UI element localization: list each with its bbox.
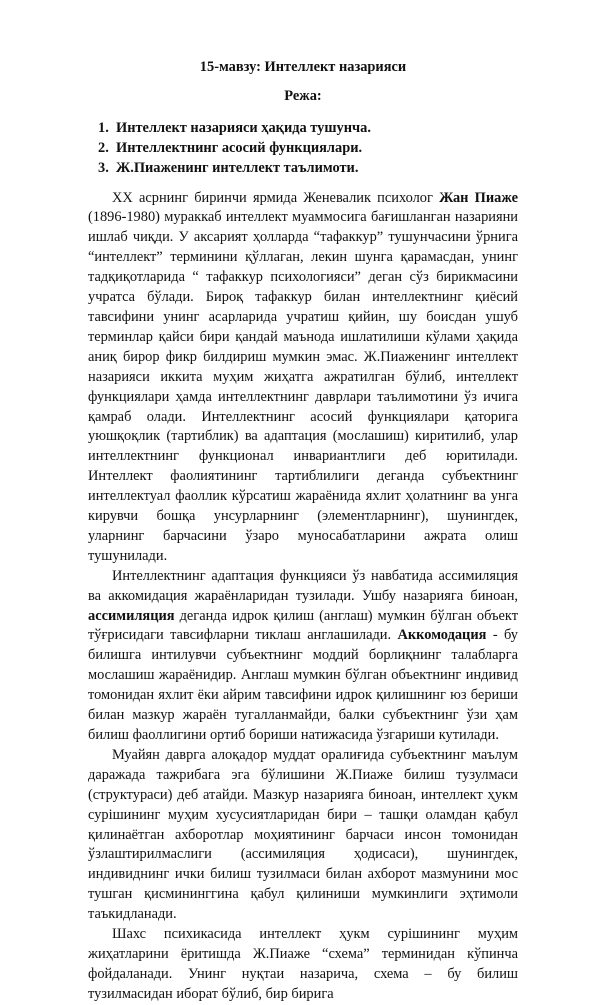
paragraph-text: XX асрнинг биринчи ярмида Женевалик психолог bbox=[112, 189, 440, 206]
plan-item-text: Ж.Пиаженинг интеллект таълимоти. bbox=[116, 159, 359, 176]
paragraph-4: Шахс психикасида интеллект ҳукм сурішининг муҳим жиҳатларини ёритишда Ж.Пиаже “схема” терминидан кўпинча фойдаланади. Унинг нуқтаи назарича, схема – бу билиш тузилмасидан иборат бўлиб, бир бирига bbox=[88, 926, 518, 1002]
author-name: Жан Пиаже bbox=[439, 189, 518, 206]
page-title: 15-мавзу: Интеллект назарияси bbox=[199, 59, 407, 75]
paragraph-text: - бу билишга интилувчи субъектнинг моддий борлиқнинг талабларга мослашиш жараёнидир. Англаш мумкин бўлган объектнинг индивид томонидан яхлит ёки айрим тавсифини идрок қилишнинг юз бериши билан мазкур жараён тугалланмайди, балки субъектнинг ўзи ҳам билиш фаоллигини ортиб бориши натижасида ўзгариши кутилади. bbox=[88, 627, 518, 743]
plan-item-text: Интеллект назарияси ҳақида тушунча. bbox=[116, 119, 371, 136]
plan-item bbox=[88, 159, 518, 179]
paragraph-2 bbox=[88, 567, 518, 746]
paragraph-text: Интеллектнинг адаптация функцияси ўз навбатида ассимиляция ва аккомидация жараёнларидан тузилади. Ушбу назарияга биноан, bbox=[88, 567, 518, 604]
paragraph-1 bbox=[88, 189, 518, 567]
plan-item-number: 3. bbox=[98, 159, 109, 176]
plan-item-number: 2. bbox=[98, 139, 109, 156]
plan-list bbox=[88, 119, 518, 179]
paragraph-text: деганда идрок қилиш (англаш) мумкин бўлган объект тўғрисидаги тавсифларни тиклаш англашилади. bbox=[88, 607, 518, 644]
term-accommodation: Аккомодация bbox=[397, 627, 487, 644]
paragraph-3: Муайян даврга алоқадор муддат оралиғида субъектнинг маълум даражада тажрибага эга бўлишини Ж.Пиаже билиш тузулмаси (структураси) деб атайди. Мазкур назарияга биноан, интеллект ҳукм сурішининг муҳим хусусиятларидан бири – ташқи оламдан қабул қилинаётган ахборотлар моҳиятининг барчаси инсон томонидан ўзлаштирилмаслиги (ассимиляция ҳодисаси), шунингдек, индивиднинг ички билиш тузилмаси билан ахборот мазмунини мос тушган қисмининггина қабул қилиниши мумкинлиги эҳтимоли таъкидланади. bbox=[88, 746, 518, 923]
plan-item bbox=[88, 119, 518, 139]
plan-heading: Режа: bbox=[284, 87, 322, 104]
plan-item bbox=[88, 139, 518, 159]
plan-item-number: 1. bbox=[98, 119, 109, 136]
paragraph-text: (1896-1980) мураккаб интеллект муаммосига бағишланган назарияни ишлаб чиқди. У аксарият ҳолларда “тафаккур” тушунчасини ўрнига “интеллект” терминини қўллаган, лекин шунга қарамасдан, унинг тадқиқотларида “ тафаккур психологияси” деган сўз бирикмасини учратса бўлади. Бироқ тафаккур билан интеллектнинг қиёсий тавсифини унинг асарларида учратиш қийин, шу боисдан ушуб терминлар қайси бири қандай маънода ишлатилиши кўлами ҳақида аниқ бирор фикр билдириш мумкин эмас. Ж.Пиаженинг интеллект назарияси иккита муҳим жиҳатга ажратилган бўлиб, интеллект функциялари ҳамда интеллектнинг даврлари таълимотини ўз ичига қамраб олади. Интеллектнинг асосий функциялари қаторига уюшқоқлик (тартиблик) ва адаптация (мослашиш) киритилиб, улар интеллектнинг функционал инвариантлиги деб юритилади. Интеллект фаолиятининг тартиблилиги деганда субъектнинг интеллектуал фаоллик кўрсатиш жараёнида яхлит ҳолатнинг ва унга кирувчи бошқа унсурларнинг (элементларнинг), шунингдек, уларнинг барчасини ўзаро муносабатларини ажрата олиш тушунилади. bbox=[88, 209, 518, 564]
term-assimilation: ассимиляция bbox=[88, 607, 175, 624]
plan-item-text: Интеллектнинг асосий функциялари. bbox=[116, 139, 363, 156]
